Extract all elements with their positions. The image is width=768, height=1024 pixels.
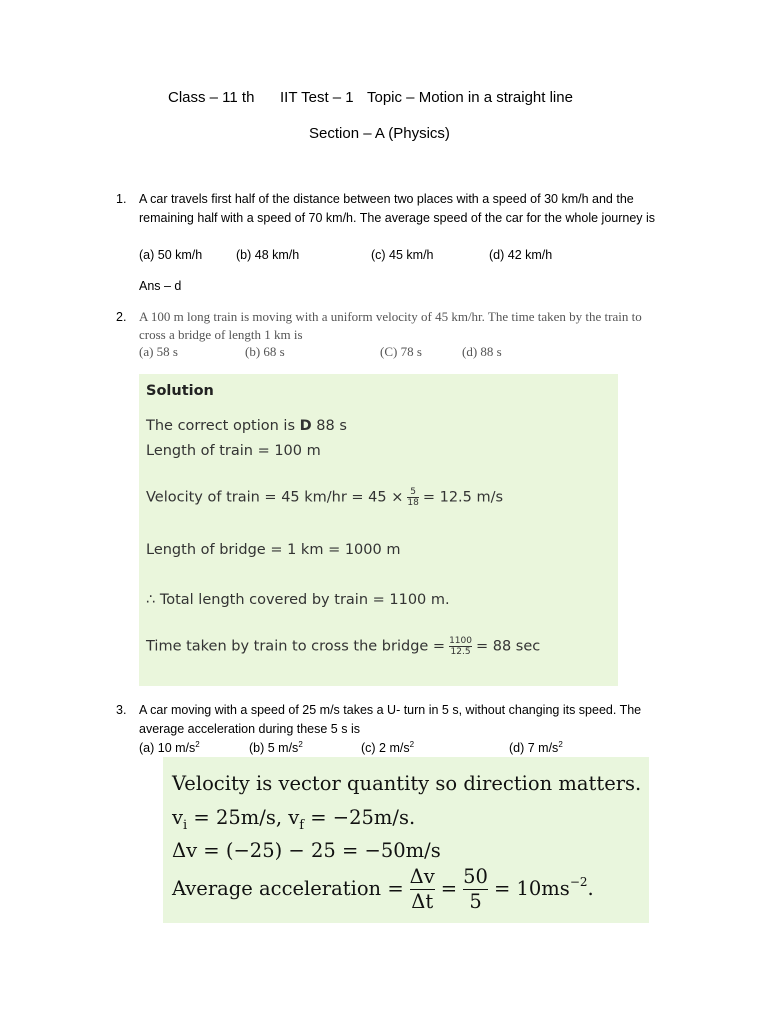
train-length-line: Length of train = 100 m (146, 443, 321, 459)
velocities-line (172, 806, 415, 833)
class-label: Class – 11 th (168, 89, 255, 106)
time-frac-den: 12.5 (450, 647, 471, 657)
velocity-frac-num: 5 (410, 487, 416, 497)
vector-line: Velocity is vector quantity so direction matters. (172, 772, 642, 795)
acceleration-line (172, 865, 594, 914)
q3-option-b-exp: 2 (298, 740, 303, 749)
velocity-fraction (407, 487, 418, 508)
velocity-prefix: Velocity of train = 45 km/hr = 45 × (146, 489, 404, 506)
acc-frac1-num: Δv (409, 865, 435, 888)
acc-fraction-1 (410, 865, 435, 914)
q1-text: A car travels first half of the distance between two places with a speed of 30 km/h and the remaining half with a speed of 70 km/h. The average speed of the car for the whole journey is (139, 192, 656, 225)
q3-option-b-label: (b) 5 m/s (249, 741, 299, 755)
time-fraction (449, 636, 472, 657)
section-title: Section – A (Physics) (309, 125, 450, 142)
correct-letter: D (299, 418, 312, 434)
test-label: IIT Test – 1 (280, 89, 354, 106)
q2-solution-box (139, 374, 618, 686)
q3-option-c-label: (c) 2 m/s (361, 741, 410, 755)
acc-fraction-2 (463, 865, 488, 914)
q3-option-a (139, 739, 200, 758)
q1-option-a: (a) 50 km/h (139, 248, 203, 262)
velocity-suffix: = 12.5 m/s (422, 489, 504, 506)
q3-option-a-exp: 2 (195, 740, 200, 749)
q1-option-d: (d) 42 km/h (489, 248, 553, 262)
solution-title: Solution (146, 383, 214, 399)
bridge-length-line: Length of bridge = 1 km = 1000 m (146, 542, 401, 558)
q1-number: 1. (116, 192, 127, 206)
vi-prefix: v (172, 806, 184, 829)
q3-number: 3. (116, 703, 127, 717)
time-suffix: = 88 sec (475, 638, 541, 655)
acc-end: . (587, 877, 594, 900)
acc-result: = 10ms (493, 877, 570, 900)
q3-option-b (249, 739, 303, 758)
q2-option-c: (C) 78 s (380, 344, 422, 359)
q3-option-c (361, 739, 414, 758)
q1-answer: Ans – d (139, 279, 182, 293)
q1-option-b: (b) 48 km/h (236, 248, 300, 262)
acc-frac1-den: Δt (411, 890, 434, 913)
q3-option-d (509, 739, 563, 758)
topic-label: Topic – Motion in a straight line (367, 89, 573, 106)
vf-rest: = −25m/s. (304, 806, 416, 829)
velocity-line (146, 487, 503, 508)
delta-v-line: Δv = (−25) − 25 = −50m/s (172, 839, 441, 862)
correct-suffix: 88 s (316, 418, 347, 434)
vi-sub: i (183, 817, 188, 833)
time-line (146, 636, 540, 657)
acc-prefix: Average acceleration = (172, 877, 404, 900)
q3-solution-box (163, 757, 649, 923)
q2-option-b: (b) 68 s (245, 344, 285, 359)
q2-option-a: (a) 58 s (139, 344, 178, 359)
velocity-frac-den: 18 (407, 498, 419, 508)
q3-option-d-exp: 2 (558, 740, 563, 749)
acc-exp: −2 (569, 875, 588, 889)
q2-number: 2. (116, 310, 127, 324)
acc-frac2-den: 5 (463, 889, 488, 914)
q2-text: A 100 m long train is moving with a uniform velocity of 45 km/hr. The time taken by the train to cross a bridge of length 1 km is (139, 309, 642, 342)
correct-prefix: The correct option is (146, 418, 296, 434)
q3-text: A car moving with a speed of 25 m/s takes a U- turn in 5 s, without changing its speed. The average acceleration during these 5 s is (139, 703, 642, 736)
q3-option-a-label: (a) 10 m/s (139, 741, 196, 755)
q2-option-d: (d) 88 s (462, 344, 502, 359)
total-length-line: ∴ Total length covered by train = 1100 m. (146, 592, 450, 608)
q1-option-c: (c) 45 km/h (371, 248, 434, 262)
vi-rest: = 25m/s, v (187, 806, 300, 829)
time-frac-num: 1100 (449, 636, 472, 646)
q3-option-d-label: (d) 7 m/s (509, 741, 559, 755)
q3-option-c-exp: 2 (409, 740, 415, 749)
correct-option-line (146, 418, 347, 434)
acc-frac2-num: 50 (463, 865, 488, 888)
vf-sub: f (299, 817, 305, 833)
acc-eq: = (440, 877, 458, 900)
time-prefix: Time taken by train to cross the bridge = (146, 638, 446, 655)
